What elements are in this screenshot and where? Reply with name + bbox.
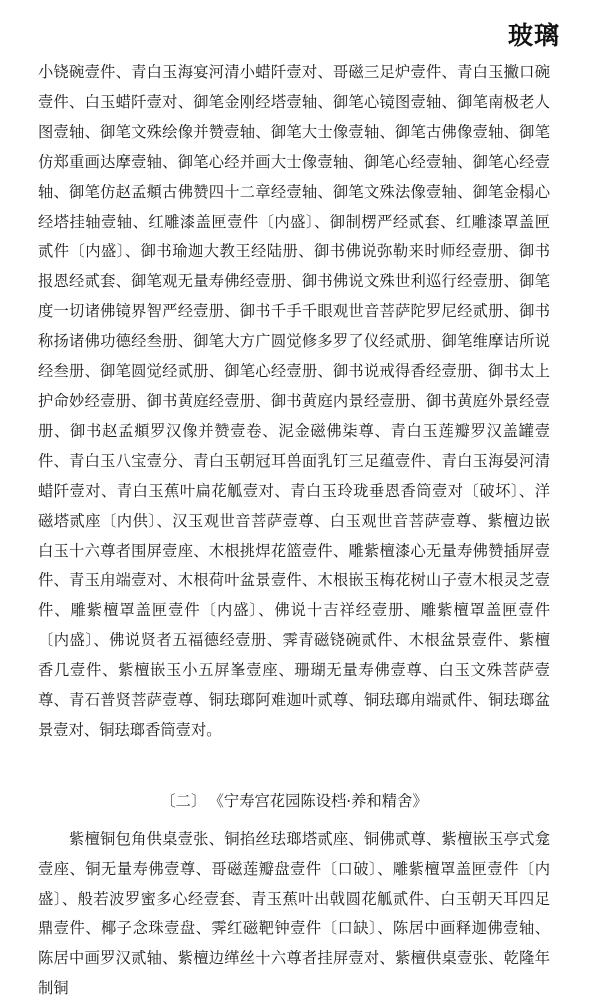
section-heading [38,787,550,817]
paragraph-1-text: 小铙碗壹件、青白玉海宴河清小蜡阡壹对、哥磁三足炉壹件、青白玉撇口碗壹件、白玉蜡阡壹对、御笔金刚经塔壹轴、御笔心镜图壹轴、御笔南极老人图壹轴、御笔文殊绘像并赞壹轴、御笔大士像壹轴、御笔古佛像壹轴、御笔仿郑重画达摩壹轴、御笔心经并画大士像壹轴、御笔心经壹轴、御笔心经壹轴、御笔仿赵孟頫古佛赞四十二章经壹轴、御笔文殊法像壹轴、御笔金榻心经塔挂轴壹轴、红雕漆盖匣壹件〔内盛〕、御制楞严经贰套、红雕漆罩盖匣贰件〔内盛〕、御书瑜迦大教王经陆册、御书佛说弥勒来时师经壹册、御书报恩经贰套、御笔观无量寿佛经壹册、御书佛说文殊世利巡行经壹册、御笔度一切诸佛镜界智严经壹册、御书千手千眼观世音菩萨陀罗尼经贰册、御书称扬诸佛功德经叁册、御笔大方广圆觉修多罗了仪经贰册、御笔维摩诘所说经叁册、御笔圆觉经贰册、御笔心经壹册、御书说戒得香经壹册、御书太上护命妙经壹册、御书黄庭经壹册、御书黄庭内景经壹册、御书黄庭外景经壹册、御书赵孟頫罗汉像并赞壹卷、泥金磁佛柒尊、青白玉莲瓣罗汉盖罐壹件、青白玉八宝壹分、青白玉朝冠耳兽面乳钉三足蕴壹件、青白玉海晏河清蜡阡壹对、青白玉蕉叶扁花觚壹对、青白玉玲珑垂恩香筒壹对〔破坏〕、洋磁塔贰座〔内供〕、汉玉观世音菩萨壹尊、白玉观世音菩萨壹尊、紫檀边嵌白玉十六尊者围屏壹座、木根挑焊花篮壹件、雕紫檀漆心无量寿佛赞插屏壹件、青玉甪端壹对、木根荷叶盆景壹件、木根嵌玉梅花树山子壹木根灵芝壹件、雕紫檀罩盖匣壹件〔内盛〕、佛说十吉祥经壹册、雕紫檀罩盖匣壹件〔内盛〕、佛说贤者五福德经壹册、霁青磁铙碗贰件、木根盆景壹件、紫檀香几壹件、紫檀嵌玉小五屏峯壹座、珊瑚无量寿佛壹尊、白玉文殊菩萨壹尊、青石普贤菩萨壹尊、铜珐瑯阿难迦叶贰尊、铜珐瑯甪端贰件、铜珐瑯盆景壹对、铜珐瑯香筒壹对。 [38,63,550,739]
paragraph-1 [38,58,550,746]
document-page [38,58,550,1004]
paragraph-2-text: 紫檀铜包角供桌壹张、铜掐丝珐瑯塔贰座、铜佛贰尊、紫檀嵌玉亭式龛壹座、铜无量寿佛壹尊、哥磁莲瓣盘壹件〔口破〕、雕紫檀罩盖匣壹件〔内盛〕、般若波罗蜜多心经壹套、青玉蕉叶出戟圆花觚贰件、白玉朝天耳四足鼎壹件、椰子念珠壹盘、霁红磁靶钟壹件〔口缺〕、陈居中画释迦佛壹轴、陈居中画罗汉贰轴、紫檀边缂丝十六尊者挂屏壹对、紫檀供桌壹张、乾隆年制铜 [38,829,550,998]
header-mark: 玻璃 [507,21,560,50]
section-title: 《宁寿宫花园陈设档·养和精舍》 [216,791,428,810]
paragraph-2 [38,825,550,1004]
section-number: 〔二〕 [160,791,207,810]
